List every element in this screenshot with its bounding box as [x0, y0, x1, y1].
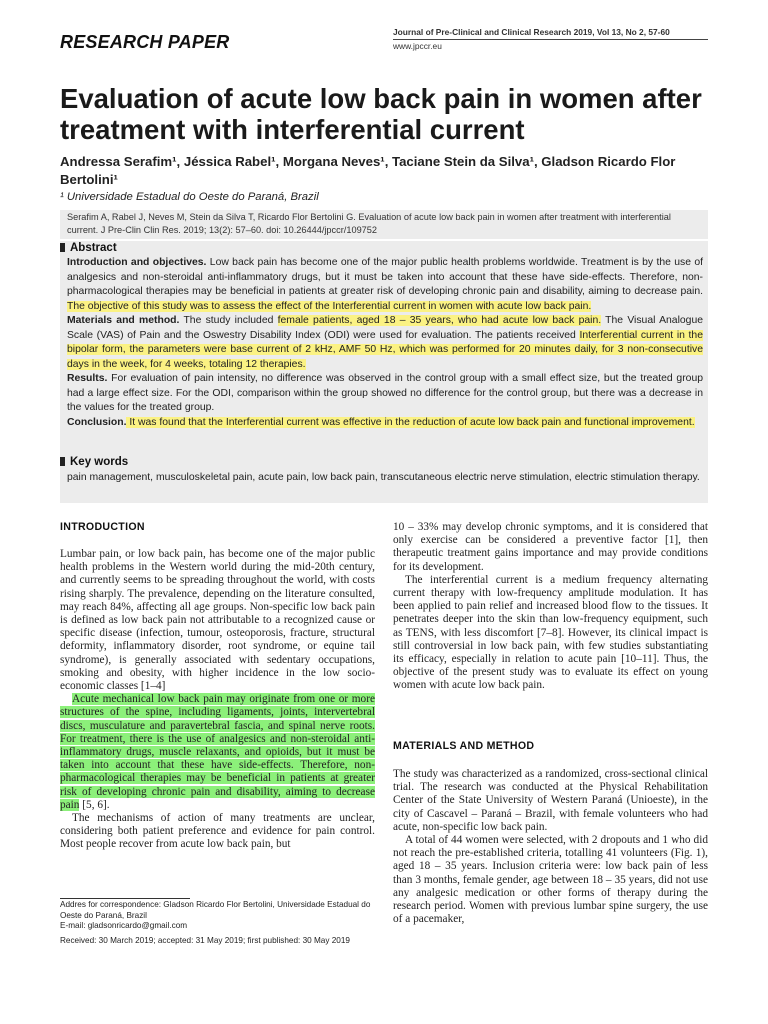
square-bullet-icon [60, 457, 65, 466]
citation-box: Serafim A, Rabel J, Neves M, Stein da Silva T, Ricardo Flor Bertolini G. Evaluation of acute low back pain in women after treatment with interferential current. J Pre-Clin Clin Res. 2019; 13(2): 57–60. doi: 10.26444/jpccr/109752 [60, 210, 708, 239]
methods-text-a: The study included [179, 315, 278, 326]
journal-info: Journal of Pre-Clinical and Clinical Research 2019, Vol 13, No 2, 57-60 [393, 27, 670, 37]
right-paragraph-1: 10 – 33% may develop chronic symptoms, and it is considered that only exercise can be considered a preventive factor [1], then therapeutic treatment gains importance and may provide conditions for its development. [393, 521, 708, 573]
keywords-heading-text: Key words [70, 456, 129, 468]
methods-paragraph-1: The study was characterized as a randomized, cross-sectional clinical trial. The research was conducted at the Physical Rehabilitation Center of the State University of Western Paraná (Unioeste), in the city of Cascavel – Paraná – Brazil, with female volunteers who had acute, non-specific low back pain. [393, 768, 708, 833]
results-label: Results. [67, 373, 108, 384]
intro-paragraph-1: Lumbar pain, or low back pain, has become one of the major public health problems in the Western world during the mid-20th century, and currently seems to be spreading throughout the world, with costs rising sharply. The prevalence, depending on the literature consulted, may reach 84%, affecting all age groups. Non-specific low back pain is defined as low back pain not attributable to a recognized cause or specific disease (infection, tumour, osteoporosis, fracture, structural deformity, inflammatory disorder, root syndrome, or equine tail syndrome), is generally associated with sedentary occupations, smoking and obesity, with higher incidence in the low socio-economic classes [1–4] [60, 548, 375, 693]
keywords-text: pain management, musculoskeletal pain, acute pain, low back pain, transcutaneous electric nerve stimulation, electric stimulation therapy. [67, 472, 700, 483]
intro-label: Introduction and objectives. [67, 257, 207, 268]
abstract-conclusion [67, 416, 703, 431]
conclusion-highlight: It was found that the Interferential current was effective in the reduction of acute low back pain and functional improvement. [126, 416, 695, 428]
abstract-heading [60, 242, 117, 254]
intro-text: Low back pain has become one of the major public health problems worldwide. Treatment is by the use of analgesics and non-steroidal anti-inflammatory drugs, but it must be taken into account that these have side-effects. Therefore, non-pharmacological therapies may be beneficial in patients at greater risk of developing chronic pain and disability, aiming to decrease pain. [67, 257, 703, 297]
keywords-heading [60, 456, 128, 468]
intro-highlight: The objective of this study was to assess the effect of the Interferential current in women with acute low back pain. [67, 300, 592, 312]
square-bullet-icon [60, 243, 65, 252]
intro-paragraph-3: The mechanisms of action of many treatments are unclear, considering both patient preference and evidence for pain control. Most people recover from acute low back pain, but [60, 812, 375, 851]
methods-text-b: The Visual Analogue Scale (VAS) of Pain and the Oswestry Disability Index (ODI) were used for evaluation. The patients received [67, 315, 704, 341]
conclusion-label: Conclusion. [67, 416, 127, 428]
results-text: For evaluation of pain intensity, no difference was observed in the control group with a small effect size, but the treated group had a large effect size. For the ODI, comparison within the group showed no difference for the control group, but there was a decrease in the values for the treated group. [67, 373, 703, 413]
journal-url[interactable]: www.jpccr.eu [393, 41, 442, 51]
left-column [60, 548, 375, 852]
article-type-label: RESEARCH PAPER [60, 32, 230, 52]
introduction-heading: INTRODUCTION [60, 521, 145, 533]
article-title: Evaluation of acute low back pain in women after treatment with interferential current [60, 83, 702, 145]
abstract-methods [67, 314, 703, 372]
abstract-intro [67, 256, 703, 314]
right-column-top [393, 521, 708, 693]
footnote-divider [60, 898, 190, 899]
affiliation: ¹ Universidade Estadual do Oeste do Paraná, Brazil [60, 191, 319, 203]
materials-method-heading: MATERIALS AND METHOD [393, 740, 535, 752]
methods-paragraph-2: A total of 44 women were selected, with 2 dropouts and 1 who did not reach the pre-established criteria, totalling 41 volunteers (Fig. 1), aged 18 – 35 years. Inclusion criteria were: low back pain of less than 3 months, female gender, age between 18 – 35 years, did not use any analgesic medication or other forms of therapy during the research period. Women with previous lumbar spine surgery, the use of a pacemaker, [393, 834, 708, 926]
abstract-results [67, 372, 703, 416]
correspondence-address: Addres for correspondence: Gladson Ricardo Flor Bertolini, Universidade Estadual do Oeste do Paraná, Brazil [60, 900, 371, 920]
header-divider [393, 39, 708, 40]
author-list: Andressa Serafim¹, Jéssica Rabel¹, Morgana Neves¹, Taciane Stein da Silva¹, Gladson Ricardo Flor Bertolini¹ [60, 154, 676, 187]
correspondence-footnote [60, 900, 380, 932]
methods-label: Materials and method. [67, 315, 180, 326]
right-paragraph-2: The interferential current is a medium frequency alternating current therapy with low-frequency amplitude modulation. It has been applied to pain relief and increased blood flow to the tissues. It penetrates deeper into the skin than low-frequency equipment, such as TENS, with less discomfort [7–8]. However, its clinical impact is still controversial in low back pain, with few studies substantiating its efficacy, especially in relation to acute pain [10–11]. Thus, the objective of the present study was to evaluate its effect on young women with acute low back pain. [393, 573, 708, 692]
intro-paragraph-2 [60, 693, 375, 812]
received-dates: Received: 30 March 2019; accepted: 31 May 2019; first published: 30 May 2019 [60, 936, 350, 945]
methods-highlight-1: female patients, aged 18 – 35 years, who had acute low back pain. [277, 315, 602, 326]
abstract-body [67, 256, 703, 430]
correspondence-email[interactable]: E-mail: gladsonricardo@gmail.com [60, 921, 188, 930]
abstract-heading-text: Abstract [70, 242, 117, 254]
methods-highlight-2: Interferential current in the bipolar form, the parameters were base current of 2 kHz, AMF 50 Hz, which was performed for 20 minutes daily, for 3 non-consecutive days in the week, for 4 weeks, totaling 12 therapies. [67, 329, 703, 370]
right-column-bottom [393, 768, 708, 926]
intro-green-highlight: Acute mechanical low back pain may originate from one or more structures of the spine, including ligaments, joints, intervertebral discs, musculature and paravertebral fascia, and spinal nerve roots. For treatment, there is the use of analgesics and non-steroidal anti-inflammatory drugs, muscle relaxants, and opioids, but it must be taken into account that these have side-effects. Therefore, non-pharmacological therapies may be beneficial in patients at greater risk of developing chronic pain and disability, aiming to decrease pain [60, 693, 375, 811]
intro-paragraph-2-refs: [5, 6]. [79, 798, 110, 811]
